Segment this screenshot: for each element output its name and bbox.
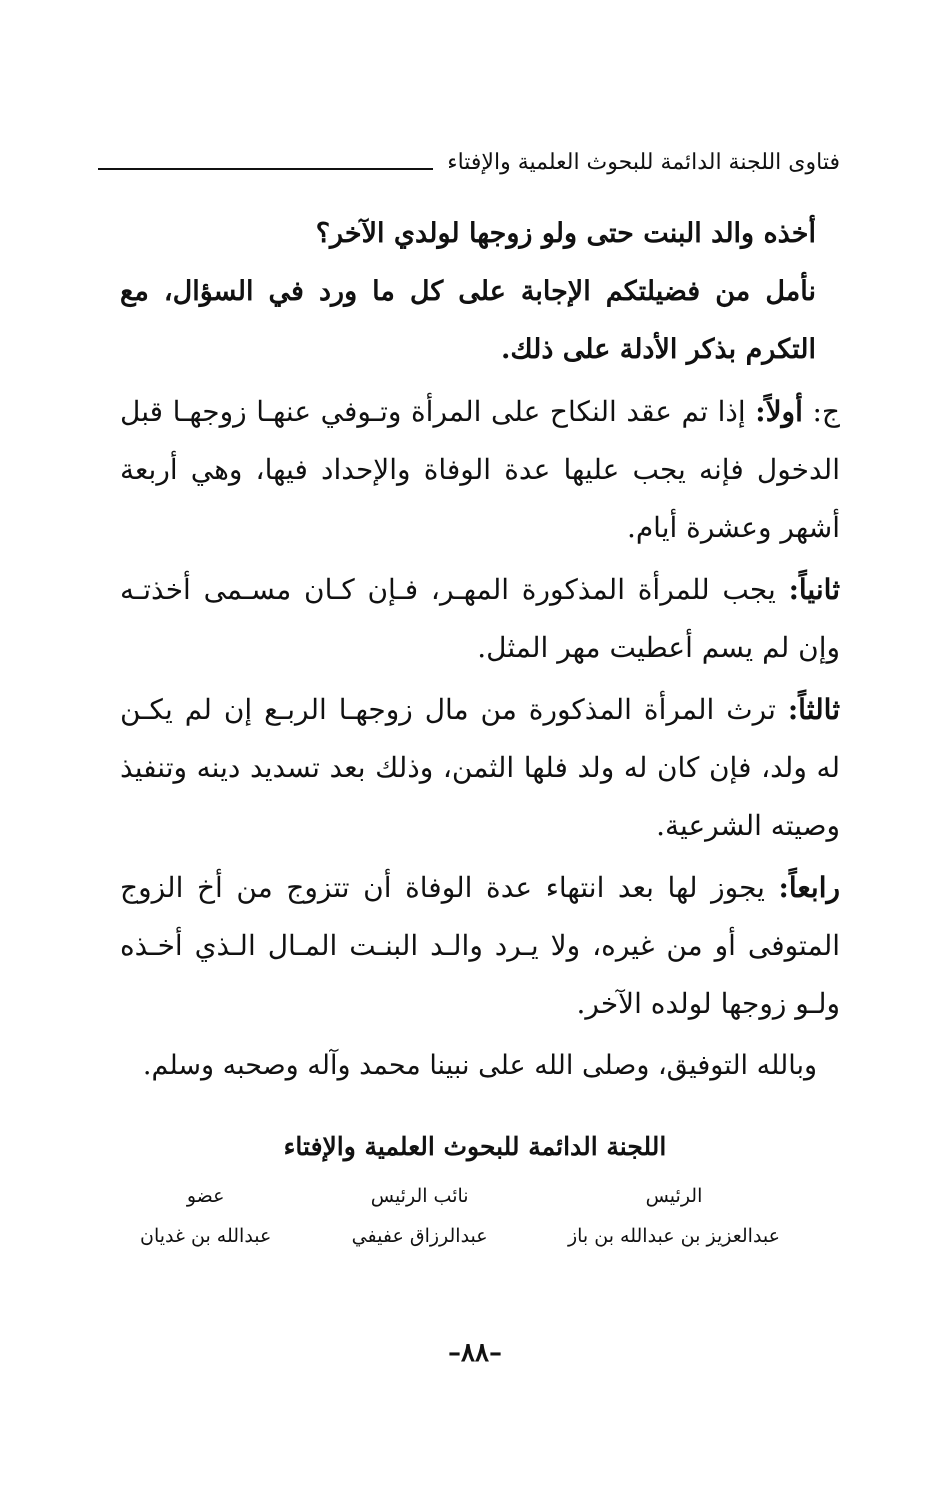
signatory-member (140, 1185, 271, 1247)
answer-label: ج: (802, 395, 840, 428)
signatory-role: نائب الرئيس (370, 1185, 469, 1207)
signatory-name: عبدالله بن غديان (140, 1225, 272, 1247)
answer-fourth-paragraph (120, 859, 840, 1033)
running-header-title: فتاوى اللجنة الدائمة للبحوث العلمية والإفتاء (447, 149, 840, 175)
header-rule (98, 168, 433, 170)
signatory-chairman (568, 1185, 780, 1247)
running-header (98, 142, 840, 182)
signatory-role: الرئيس (645, 1185, 703, 1207)
answer-first-text: إذا تم عقد النكاح على المرأة وتـوفي عنهـا زوجهـا قبل الدخول فإنه يجب عليها عدة الوفاة والإحداد فيها، وهي أربعة أشهر وعشرة أيام. (120, 395, 840, 544)
signatory-name: عبدالرزاق عفيفي (351, 1225, 488, 1247)
answer-second-lead: ثانياً: (788, 573, 840, 606)
answer-third-lead: ثالثاً: (787, 693, 840, 726)
answer-second-paragraph (120, 561, 840, 677)
answer-fourth-lead: رابعاً: (778, 871, 840, 904)
signatory-deputy (352, 1185, 488, 1247)
signatures-block (140, 1185, 780, 1247)
signatory-role: عضو (186, 1185, 225, 1207)
page-number: –٨٨– (448, 1338, 502, 1368)
answer-first-lead: أولاً: (755, 395, 803, 428)
body-text (120, 205, 840, 1095)
answer-fourth-text: يجوز لها بعد انتهاء عدة الوفاة أن تتزوج من أخ الزوج المتوفى أو من غيره، ولا يـرد والـد البنـت المـال الـذي أخـذه ولـو زوجها لولده الآخر. (120, 871, 840, 1020)
question-line-2: نأمل من فضيلتكم الإجابة على كل ما ورد في السؤال، مع التكرم بذكر الأدلة على ذلك. (120, 276, 816, 365)
answer-third-text: ترث المرأة المذكورة من مال زوجهـا الربـع إن لم يكـن له ولد، فإن كان له ولد فلها الثمن، وذلك بعد تسديد دينه وتنفيذ وصيته الشرعية. (120, 693, 840, 842)
committee-name: اللجنة الدائمة للبحوث العلمية والإفتاء (283, 1132, 667, 1161)
signatory-name: عبدالعزيز بن عبدالله بن باز (567, 1225, 780, 1247)
answer-second-text: يجب للمرأة المذكورة المهـر، فـإن كـان مسـمى أخذتـه وإن لم يسم أعطيت مهر المثل. (120, 573, 840, 664)
question-line-1: أخذه والد البنت حتى ولو زوجها لولدي الآخر؟ (315, 218, 816, 249)
closing-formula: وبالله التوفيق، وصلى الله على نبينا محمد وآله وصحبه وسلم. (142, 1050, 818, 1081)
answer-third-paragraph (120, 681, 840, 855)
answer-first-paragraph (120, 383, 840, 557)
